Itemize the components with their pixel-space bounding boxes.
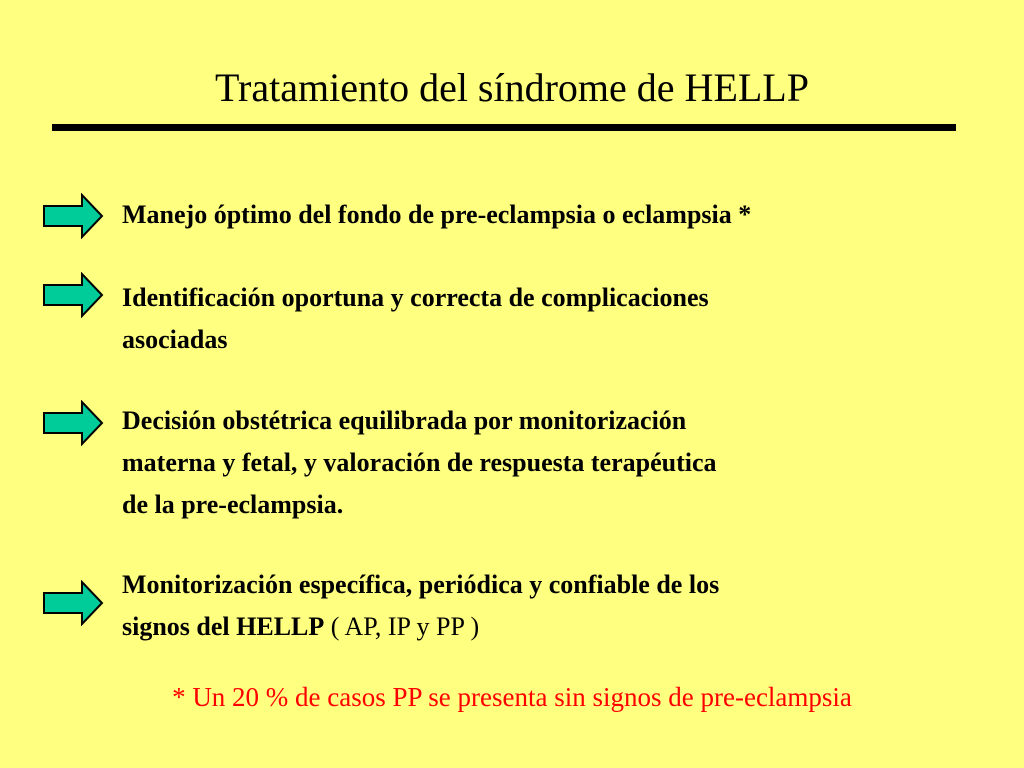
bullet-line: Monitorización específica, periódica y confiable de los [122, 570, 720, 599]
bullet-line-bold: signos del HELLP [122, 612, 325, 641]
bullet-line: asociadas [122, 325, 228, 354]
bullet-line: Manejo óptimo del fondo de pre-eclampsia o eclampsia * [122, 200, 752, 229]
title-divider [52, 124, 956, 131]
right-arrow-icon [42, 400, 104, 446]
bullet-line: Decisión obstétrica equilibrada por monitorización [122, 406, 687, 435]
bullet-line: Identificación oportuna y correcta de complicaciones [122, 283, 709, 312]
bullet-line-normal: ( AP, IP y PP ) [324, 612, 480, 641]
slide-title: Tratamiento del síndrome de HELLP [215, 65, 809, 110]
bullet-line [122, 606, 1002, 648]
footnote: * Un 20 % de casos PP se presenta sin signos de pre-eclampsia [172, 682, 852, 712]
right-arrow-icon [42, 272, 104, 318]
right-arrow-icon [42, 193, 104, 239]
bullet-line: de la pre-eclampsia. [122, 490, 344, 519]
bullet-line: materna y fetal, y valoración de respuesta terapéutica [122, 448, 717, 477]
right-arrow-icon [42, 580, 104, 626]
